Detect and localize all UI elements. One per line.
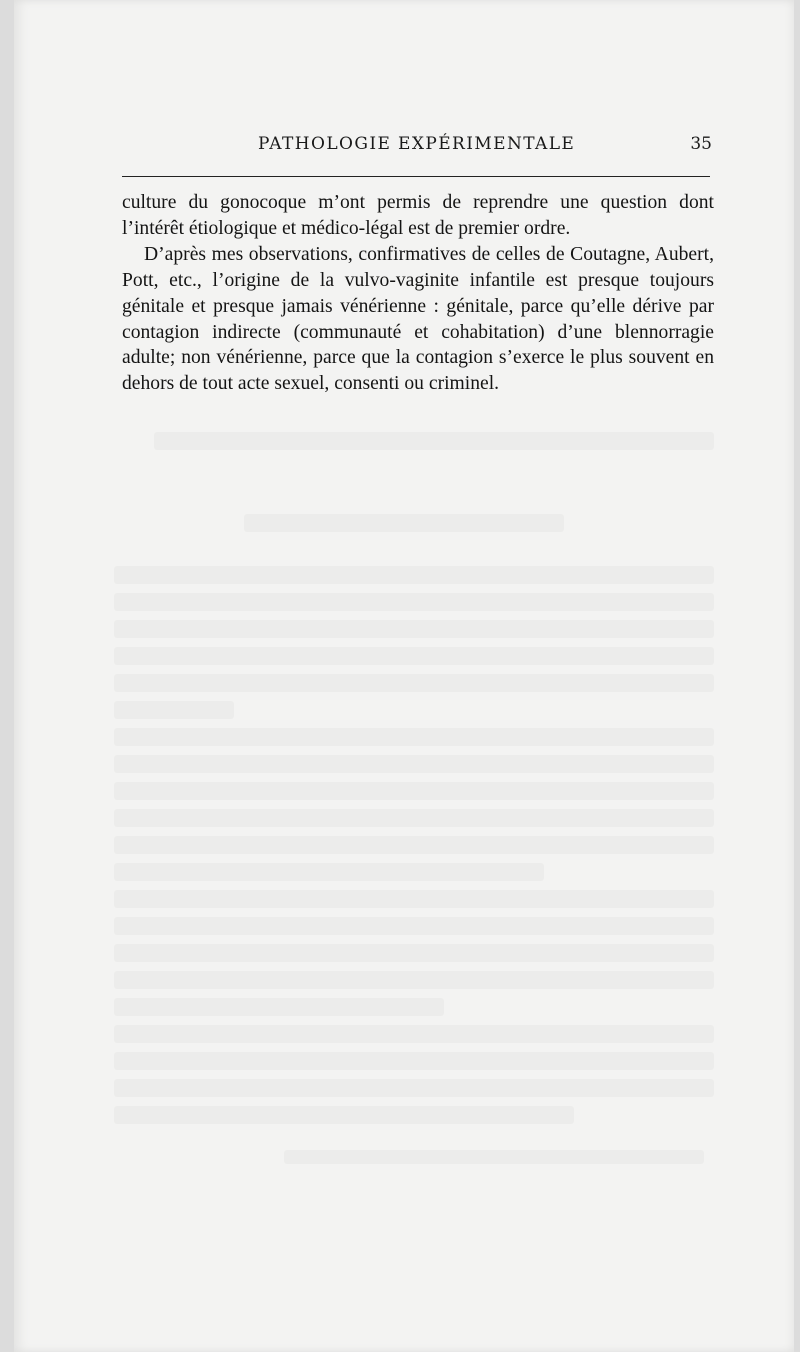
paragraph-observations: D’après mes observations, confirmatives de celles de Coutagne, Aubert, Pott, etc., l’origine de la vulvo-vaginite infantile est presque toujours génitale et presque jamais vénérienne : génitale, parce qu’elle dérive par contagion indirecte (communauté et cohabitation) d’une blennorragie adulte; non vénérienne, parce que la contagion s’exerce le plus souvent en dehors de tout acte sexuel, consenti ou criminel. — [122, 243, 714, 395]
body-text — [122, 190, 714, 397]
page-number: 35 — [690, 134, 712, 154]
book-page — [14, 0, 794, 1352]
header-rule — [122, 176, 710, 177]
paragraph-continuation: culture du gonocoque m’ont permis de reprendre une question dont l’intérêt étiologique et médico-légal est de premier ordre. — [122, 192, 714, 239]
running-head — [108, 131, 712, 161]
running-title: PATHOLOGIE EXPÉRIMENTALE — [258, 134, 576, 154]
